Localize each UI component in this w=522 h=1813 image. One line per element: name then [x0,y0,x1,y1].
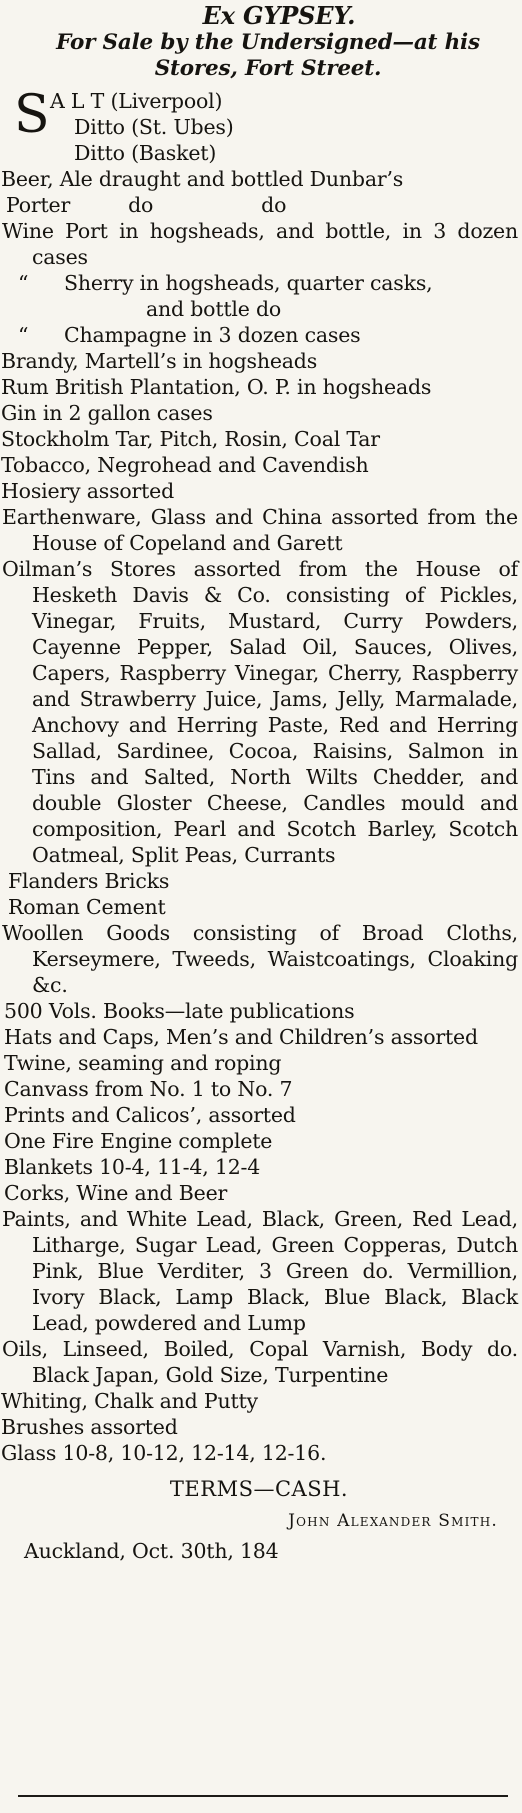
salt-listing [0,85,518,166]
place-and-date: Auckland, Oct. 30th, 184 [24,1539,279,1563]
item-rum: Rum British Plantation, O. P. in hogsheads [1,375,432,399]
item-paints: Paints, and White Lead, Black, Green, Red Lead, Litharge, Sugar Lead, Green Copperas, Dutch Pink, Blue Verditer, 3 Green do. Vermillion, Ivory Black, Lamp Black, Blue Black, Black Lead, powdered and Lump [2,1207,518,1335]
item-gin: Gin in 2 gallon cases [1,401,213,425]
item-oilman-stores: Oilman’s Stores assorted from the House of Hesketh Davis & Co. consisting of Pickles, Vinegar, Fruits, Mustard, Curry Powders, Cayenne Pepper, Salad Oil, Sauces, Olives, Capers, Raspberry Vinegar, Cherry, Raspberry and Strawberry Juice, Jams, Jelly, Marmalade, Anchovy and Herring Paste, Red and Herring Sallad, Sardinee, Cocoa, Raisins, Salmon in Tins and Salted, North Wilts Chedder, and double Gloster Cheese, Candles mould and composition, Pearl and Scotch Barley, Scotch Oatmeal, Split Peas, Currants [2,557,518,867]
merchant-signature: John Alexander Smith. [288,1511,498,1531]
item-beer: Beer, Ale draught and bottled Dunbar’s [1,167,404,191]
champagne-text: Champagne in 3 dozen cases [64,323,361,347]
item-whiting: Whiting, Chalk and Putty [1,1389,258,1413]
item-flanders-bricks: Flanders Bricks [8,869,170,893]
terms-line: TERMS—CASH. [169,1477,349,1501]
item-sherry [0,270,518,296]
sherry-text: Sherry in hogsheads, quarter casks, [64,271,433,295]
item-roman-cement: Roman Cement [8,895,166,919]
item-tobacco: Tobacco, Negrohead and Cavendish [1,453,369,477]
item-brushes: Brushes assorted [1,1415,178,1439]
item-books: 500 Vols. Books—late publications [4,999,355,1023]
item-glass: Glass 10-8, 10-12, 12-14, 12-16. [1,1441,327,1465]
advertisement-column [0,2,518,1564]
ad-heading: Ex GYPSEY. [202,1,356,30]
item-twine: Twine, seaming and roping [4,1051,282,1075]
item-fire-engine: One Fire Engine complete [4,1129,273,1153]
item-blankets: Blankets 10-4, 11-4, 12-4 [4,1155,261,1179]
salt-liverpool: A L T (Liverpool) [50,89,223,113]
sherry-continuation: and bottle do [146,297,282,321]
item-canvass: Canvass from No. 1 to No. 7 [4,1077,293,1101]
salt-basket: Ditto (Basket) [74,141,217,165]
ditto-mark: “ [18,323,29,347]
column-rule [18,1795,508,1797]
porter-ditto-1: do [128,193,154,217]
item-hosiery: Hosiery assorted [1,479,175,503]
item-tar: Stockholm Tar, Pitch, Rosin, Coal Tar [1,427,380,451]
item-corks: Corks, Wine and Beer [4,1181,228,1205]
item-hats: Hats and Caps, Men’s and Children’s assorted [4,1025,478,1049]
item-wine-port: Wine Port in hogsheads, and bottle, in 3 dozen cases [2,219,518,269]
item-champagne [0,322,518,348]
item-woollen-goods: Woollen Goods consisting of Broad Cloths, Kerseymere, Tweeds, Waistcoatings, Cloaking &c. [2,921,518,997]
item-oils: Oils, Linseed, Boiled, Copal Varnish, Body do. Black Japan, Gold Size, Turpentine [2,1337,518,1387]
porter-ditto-2: do [261,193,287,217]
salt-st-ubes: Ditto (St. Ubes) [74,115,234,139]
porter-label: Porter [6,193,71,217]
ditto-mark: “ [18,271,29,295]
item-porter [0,192,518,218]
item-earthenware: Earthenware, Glass and China assorted from the House of Copeland and Garett [2,505,518,555]
ad-subheading: For Sale by the Undersigned—at his Stores, Fort Street. [56,30,480,81]
drop-cap: S [14,85,50,145]
item-prints: Prints and Calicos’, assorted [4,1103,296,1127]
item-brandy: Brandy, Martell’s in hogsheads [1,349,318,373]
